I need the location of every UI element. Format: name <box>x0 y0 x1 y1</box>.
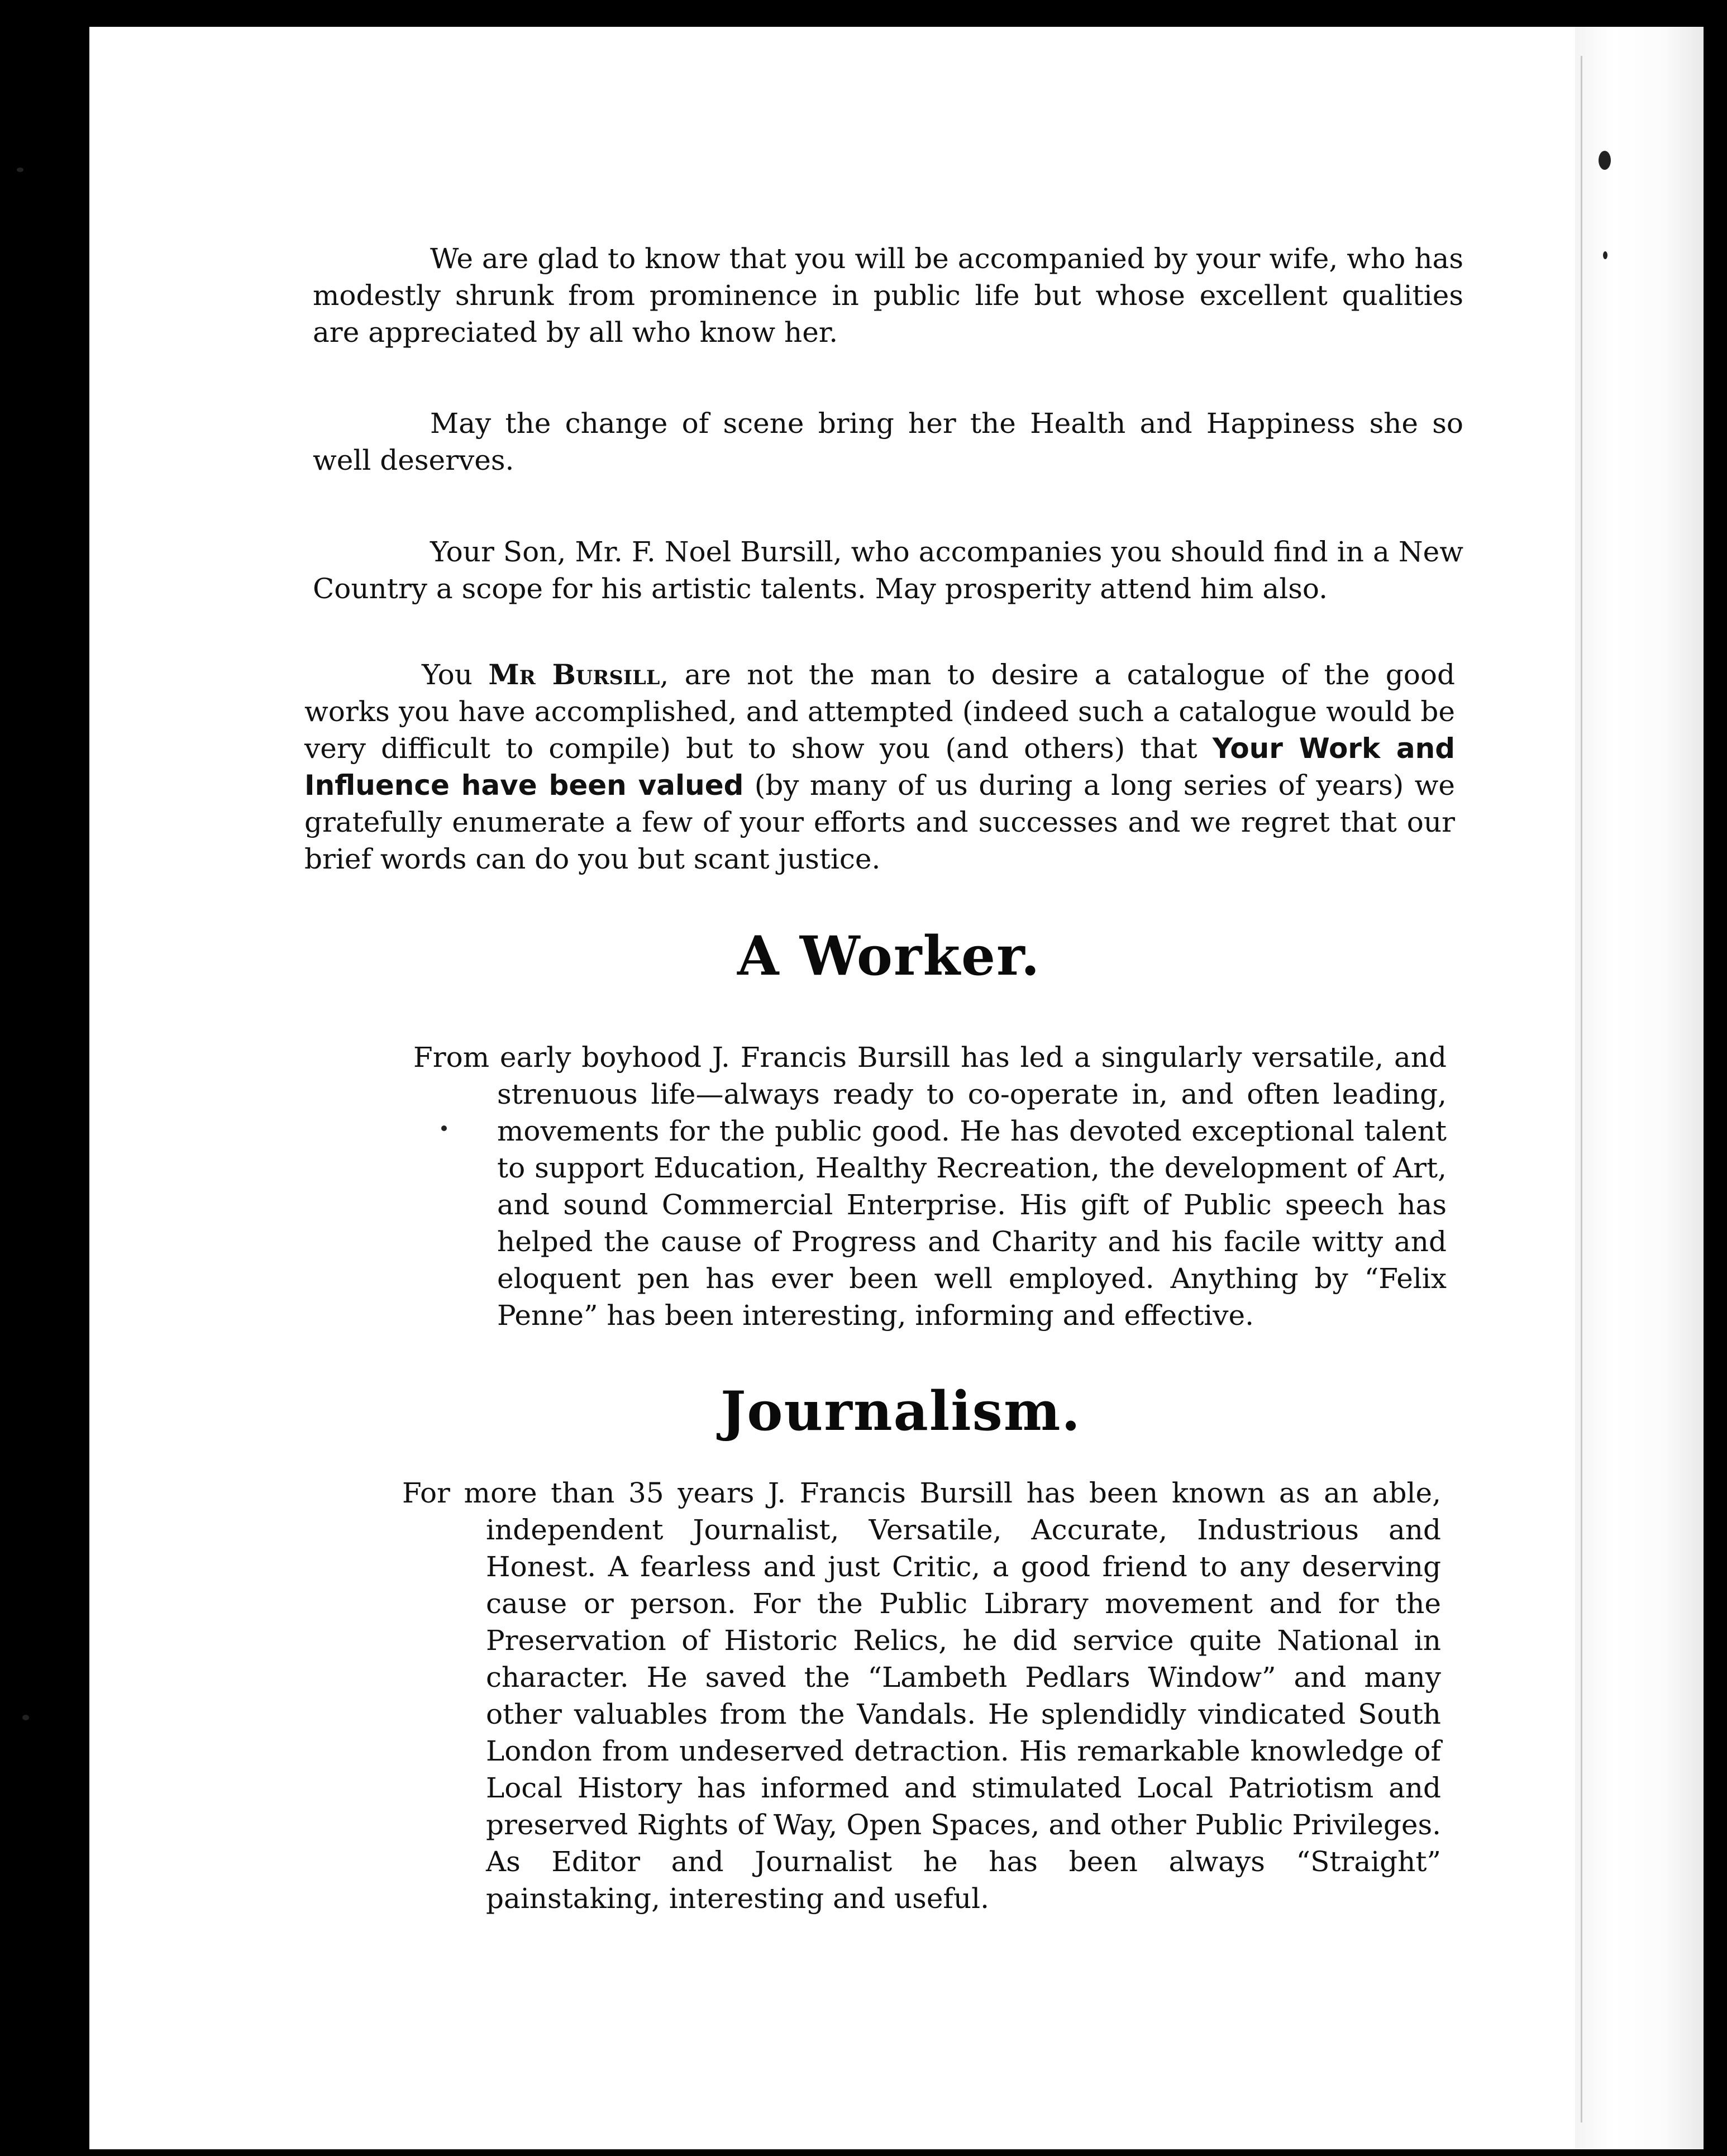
paragraph-wife: We are glad to know that you will be accompanied by your wife, who has modestly shrunk from prominence in public life but whose excellent qualities are appreciated by all who know her. <box>313 242 1463 349</box>
ink-speck <box>1603 251 1607 259</box>
section-journalism-text: For more than 35 years J. Francis Bursill has been known as an able, independent Journalist, Versatile, Accurate, Industrious and Honest. A fearless and just Critic, a good friend to any deserving cause or person. For the Public Library movement and for the Preservation of Historic Relics, he did service quite National in character. He saved the “Lambeth Pedlars Window” and many other valuables from the Vandals. He splendidly vindicated South London from undeserved detraction. His remarkable knowledge of Local History has informed and stimulated Local Patriotism and preserved Rights of Way, Open Spaces, and other Public Privileges. As Editor and Journalist he has been always “Straight” painstaking, interesting and useful. <box>402 1477 1441 1915</box>
good-works-emphasis: Your Work and Influence have been valued <box>304 732 1455 802</box>
good-works-text-2: , are not the man to desire a catalogue of the good works you have accomplished, and attempted (indeed such a catalogue would be very difficult to compile) but to show you (and others) that <box>304 659 1456 765</box>
ink-speck <box>441 1125 447 1131</box>
heading-journalism: Journalism. <box>721 1380 1081 1443</box>
paragraph-good-works <box>304 656 1455 877</box>
page-fold-crease <box>1581 56 1582 2122</box>
good-works-text-3: (by many of us during a long series of years) we gratefully enumerate a few of your efforts and successes and we regret that our brief words can do you but scant justice. <box>304 769 1455 875</box>
paragraph-son: Your Son, Mr. F. Noel Bursill, who accompanies you should find in a New Country a scope for his artistic talents. May prosperity attend him also. <box>313 536 1463 605</box>
good-works-name: Mr Bursill <box>488 658 660 691</box>
page-fold-shadow <box>1575 27 1704 2149</box>
ink-speck <box>17 168 23 172</box>
ink-speck <box>22 1715 29 1720</box>
good-works-text-1: You <box>422 659 489 691</box>
paragraph-change-of-scene: May the change of scene bring her the Health and Happiness she so well deserves. <box>313 407 1463 476</box>
ink-speck <box>1599 151 1611 170</box>
section-worker-text: From early boyhood J. Francis Bursill has led a singularly versatile, and strenuous life—always ready to co-operate in, and often leading, movements for the public good. He has devoted exceptional talent to support Education, Healthy Recreation, the development of Art, and sound Commercial Enterprise. His gift of Public speech has helped the cause of Progress and Charity and his facile witty and eloquent pen has ever been well employed. Anything by “Felix Penne” has been interesting, informing and effective. <box>413 1041 1447 1332</box>
heading-worker: A Worker. <box>737 924 1041 988</box>
